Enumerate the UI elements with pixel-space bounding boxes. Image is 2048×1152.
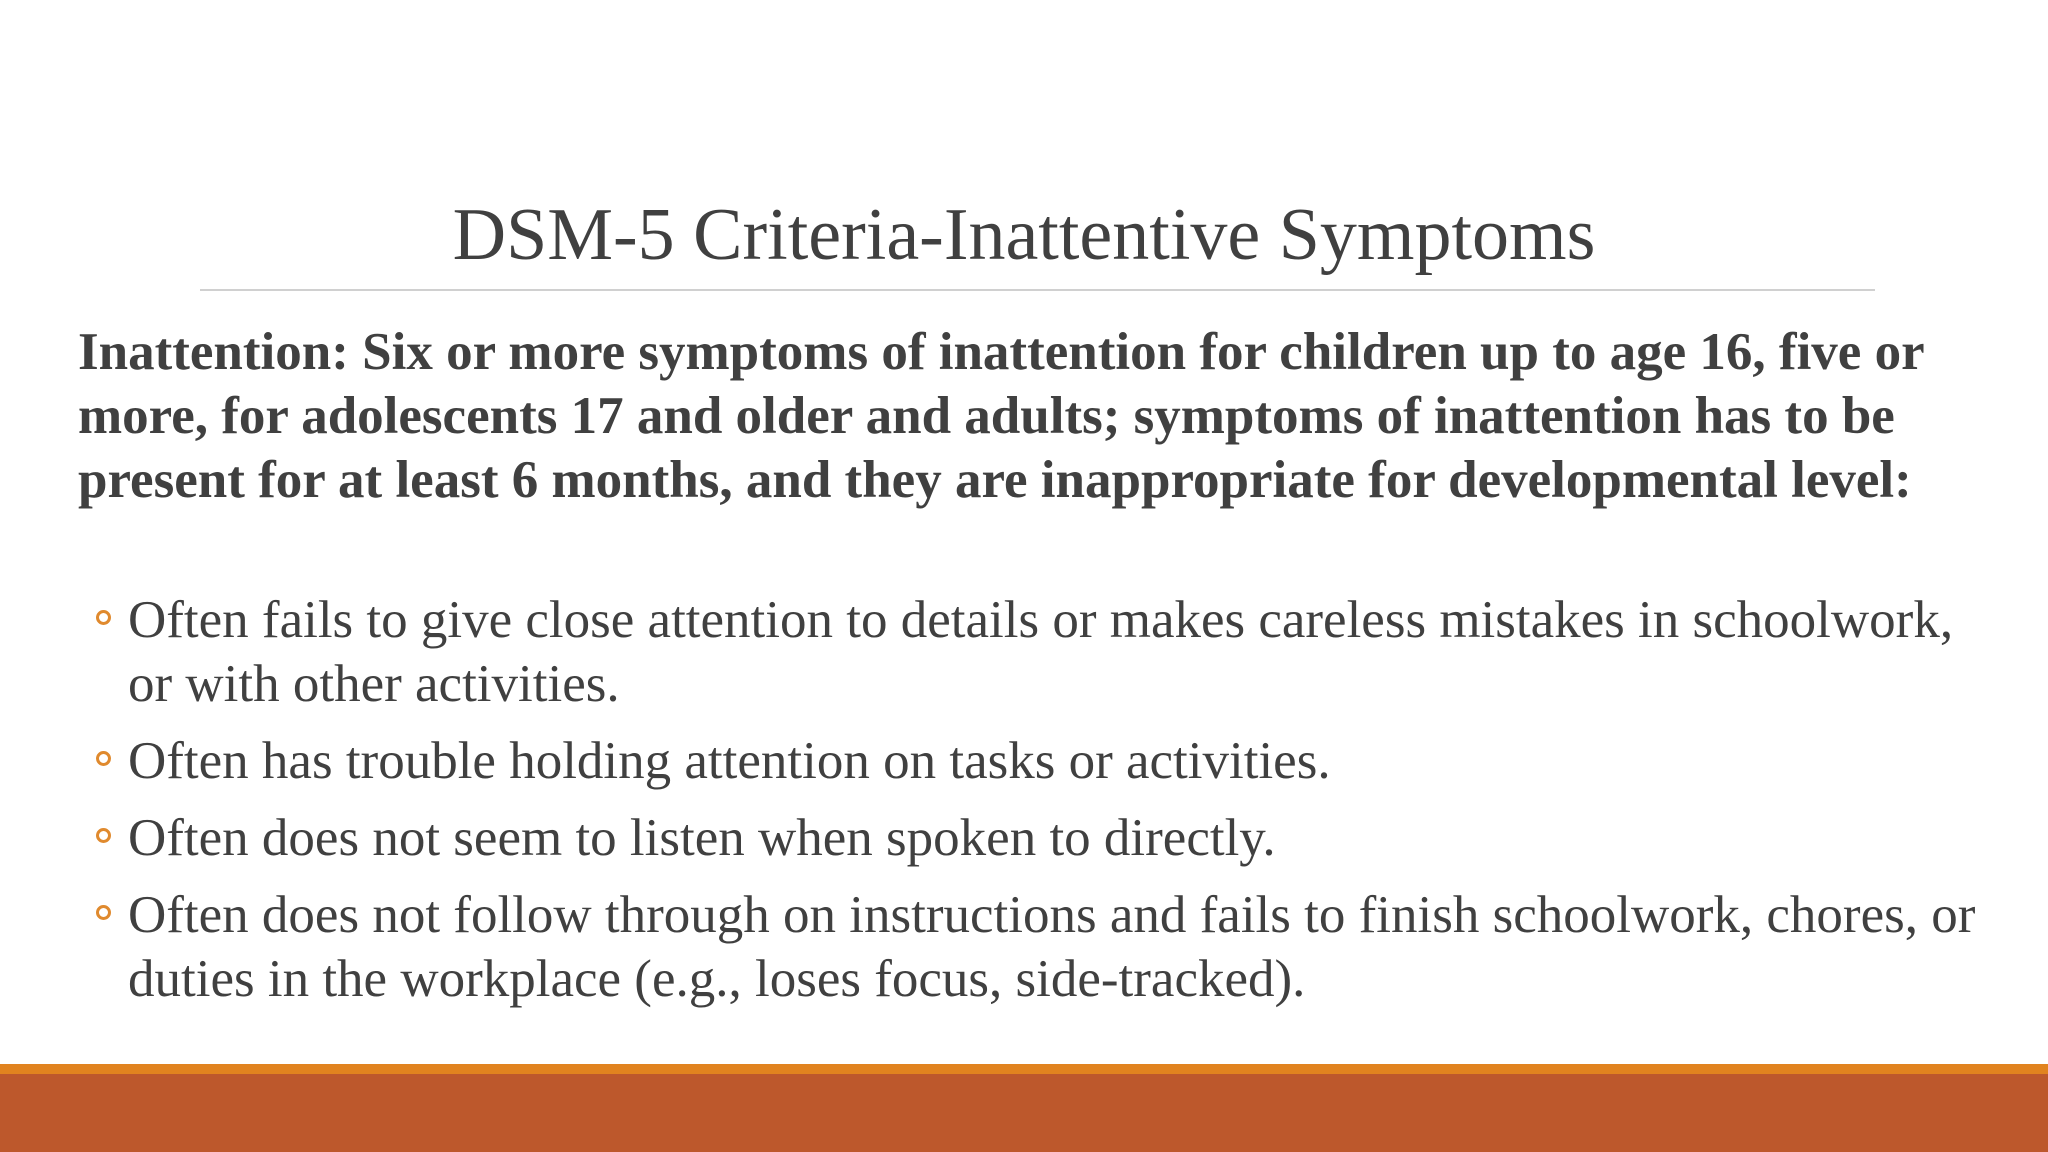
symptom-list [0, 588, 2048, 1024]
list-item [0, 883, 2048, 1011]
list-item-text: Often does not seem to listen when spoken to directly. [128, 809, 1276, 867]
intro-paragraph: Inattention: Six or more symptoms of inattention for children up to age 16, five or more, for adolescents 17 and older and adults; symptoms of inattention has to be present for at least 6 months, and they are inappropriate for developmental level: [78, 323, 1924, 509]
footer-band [0, 1074, 2048, 1152]
list-item-text: Often fails to give close attention to details or makes careless mistakes in schoolwork, or with other activities. [128, 591, 1954, 713]
hollow-circle-bullet-icon [96, 751, 111, 766]
footer-accent-stripe [0, 1064, 2048, 1074]
list-item-text: Often has trouble holding attention on tasks or activities. [128, 732, 1331, 790]
list-item-text: Often does not follow through on instructions and fails to finish schoolwork, chores, or duties in the workplace (e.g., loses focus, side-tracked). [128, 886, 1976, 1008]
list-item [0, 806, 2048, 870]
hollow-circle-bullet-icon [96, 828, 111, 843]
title-divider [200, 289, 1875, 291]
hollow-circle-bullet-icon [96, 610, 111, 625]
slide-title: DSM-5 Criteria-Inattentive Symptoms [452, 194, 1596, 276]
list-item [0, 729, 2048, 793]
hollow-circle-bullet-icon [96, 905, 111, 920]
list-item [0, 588, 2048, 716]
